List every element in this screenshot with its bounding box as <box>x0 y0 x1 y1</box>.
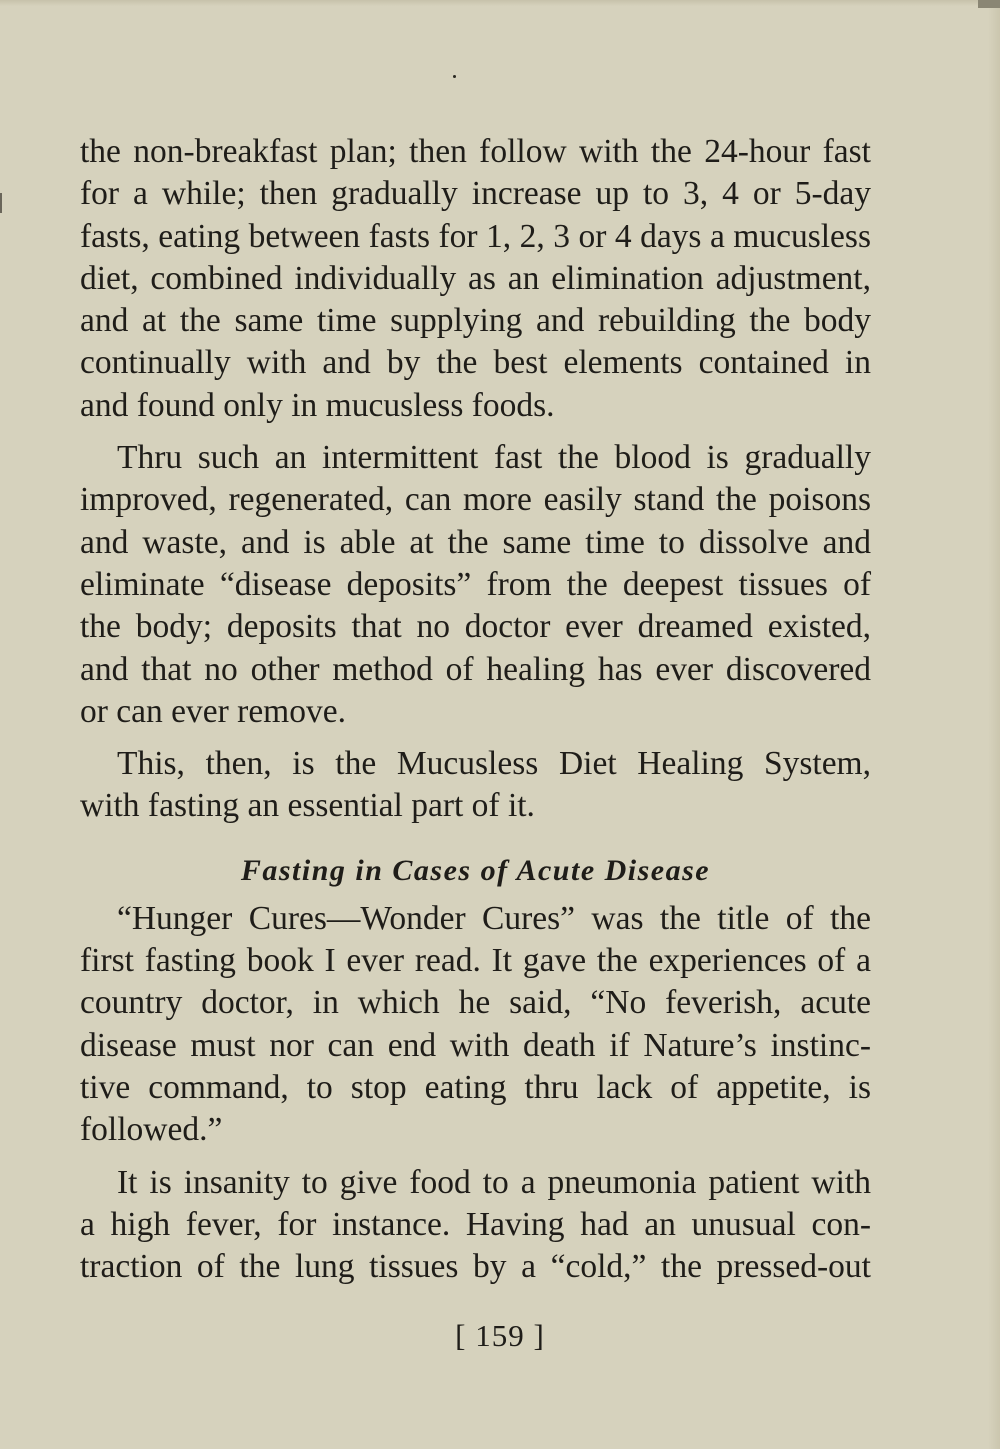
text-line: a high fever, for instance. Having had an unusual con- <box>80 1205 871 1243</box>
text-line: Thru such an intermittent fast the blood is gradually <box>117 439 871 477</box>
text-line: fasts, eating between fasts for 1, 2, 3 or 4 days a mucusless <box>80 217 871 255</box>
page-top-edge <box>0 0 1000 6</box>
text-line: improved, regenerated, can more easily stand the poisons <box>80 481 871 519</box>
margin-tick <box>0 193 2 213</box>
text-line: first fasting book I ever read. It gave the experiences of a <box>80 942 871 980</box>
text-line: traction of the lung tissues by a “cold,” the pressed-out <box>80 1248 871 1286</box>
body-paragraphs <box>80 131 871 828</box>
paragraph-gap <box>80 1152 871 1162</box>
text-line: the body; deposits that no doctor ever dreamed existed, <box>80 608 871 646</box>
paragraph <box>80 743 871 828</box>
paragraph <box>80 898 871 1152</box>
text-line: continually with and by the best elements contained in <box>80 344 871 382</box>
page-body <box>80 131 871 1288</box>
corner-mark <box>978 0 1000 8</box>
page-number: [ 159 ] <box>455 1318 545 1353</box>
text-line: diet, combined individually as an elimination adjustment, <box>80 259 871 297</box>
text-line: eliminate “disease deposits” from the deepest tissues of <box>80 565 871 603</box>
paragraph-gap <box>80 427 871 437</box>
page-right-edge <box>988 0 1000 1449</box>
text-line: and found only in mucusless foods. <box>80 386 555 424</box>
text-line: “Hunger Cures—Wonder Cures” was the title of the <box>117 899 871 937</box>
paragraph <box>80 1162 871 1289</box>
text-line: and waste, and is able at the same time to dissolve and <box>80 523 871 561</box>
text-line: This, then, is the Mucusless Diet Healing System, <box>117 745 871 783</box>
paragraph <box>80 131 871 427</box>
text-line: It is insanity to give food to a pneumonia patient with <box>117 1163 871 1201</box>
ink-speck <box>453 75 456 78</box>
section-paragraphs <box>80 898 871 1289</box>
text-line: and at the same time supplying and rebuilding the body <box>80 302 871 340</box>
text-line: disease must nor can end with death if Nature’s instinc- <box>80 1026 871 1064</box>
text-line: country doctor, in which he said, “No feverish, acute <box>80 984 871 1022</box>
paragraph <box>80 437 871 733</box>
text-line: followed.” <box>80 1111 223 1149</box>
text-line: the non-breakfast plan; then follow with the 24-hour fast <box>80 133 871 170</box>
text-line: with fasting an essential part of it. <box>80 787 535 825</box>
section-heading: Fasting in Cases of Acute Disease <box>240 853 711 887</box>
text-line: and that no other method of healing has ever discovered <box>80 650 871 688</box>
text-line: or can ever remove. <box>80 692 346 730</box>
paragraph-gap <box>80 733 871 743</box>
text-line: for a while; then gradually increase up to 3, 4 or 5-day <box>80 175 871 213</box>
text-line: tive command, to stop eating thru lack of appetite, is <box>80 1068 871 1106</box>
